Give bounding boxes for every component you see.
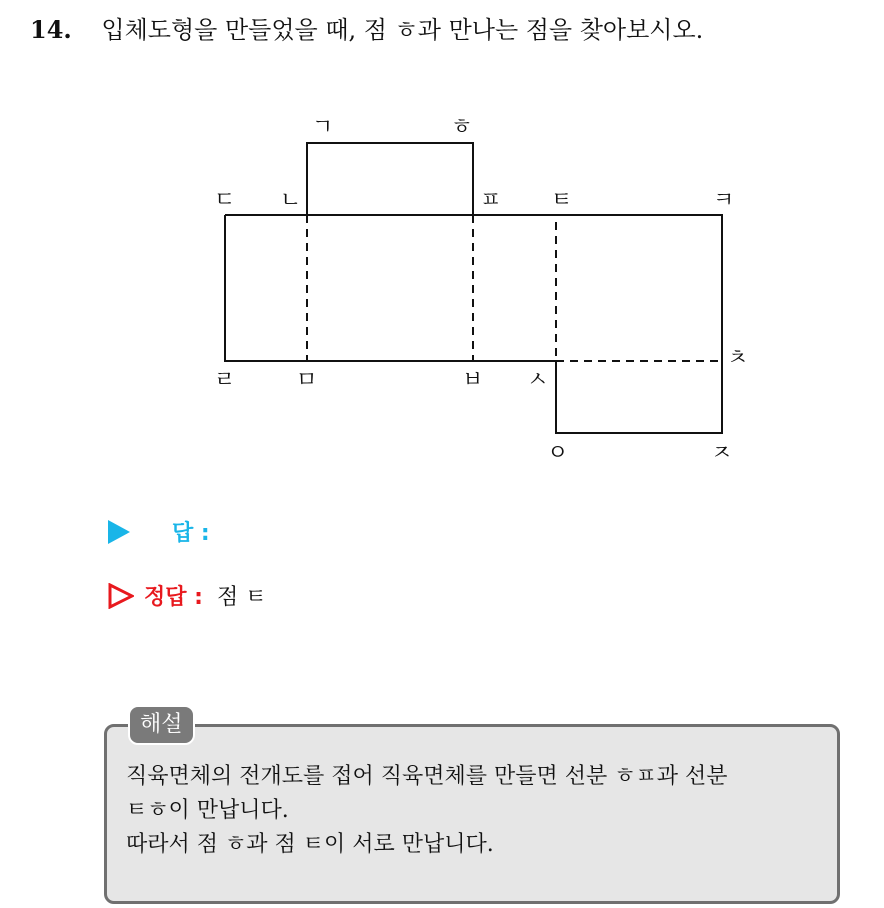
explanation-line: 따라서 점 ㅎ과 점 ㅌ이 서로 만납니다. (126, 832, 494, 857)
label-t: ㅌ (551, 188, 573, 213)
label-j: ㅈ (711, 441, 733, 466)
label-c: ㅊ (727, 346, 749, 371)
correct-answer-value: 점 ㅌ (216, 585, 267, 610)
correct-answer-label: 정답 : (144, 585, 203, 610)
answer-label: 답 : (172, 521, 210, 546)
top-flap-outline (307, 143, 473, 215)
label-n: ㄴ (280, 188, 302, 213)
label-d: ㄷ (214, 188, 236, 213)
question-number: 14. (30, 15, 72, 44)
label-m: ㅁ (296, 368, 318, 393)
explanation-text (126, 760, 728, 862)
answer-row (108, 516, 210, 547)
explanation-tag: 해설 (128, 705, 195, 745)
explanation-line: 직육면체의 전개도를 접어 직육면체를 만들면 선분 ㅎㅍ과 선분 (126, 764, 728, 789)
label-s: ㅅ (527, 368, 549, 393)
label-p: ㅍ (480, 188, 502, 213)
play-icon (108, 520, 130, 544)
outline-triangle-icon (108, 583, 134, 609)
label-g: ㄱ (312, 115, 334, 140)
label-o: ㅇ (547, 441, 569, 466)
label-b: ㅂ (462, 368, 484, 393)
explanation-line: ㅌㅎ이 만납니다. (126, 798, 289, 823)
label-h: ㅎ (451, 115, 473, 140)
label-k: ㅋ (713, 188, 735, 213)
question-text: 입체도형을 만들었을 때, 점 ㅎ과 만나는 점을 찾아보시오. (101, 16, 704, 44)
label-r: ㄹ (214, 368, 236, 393)
correct-answer-row (108, 580, 266, 611)
